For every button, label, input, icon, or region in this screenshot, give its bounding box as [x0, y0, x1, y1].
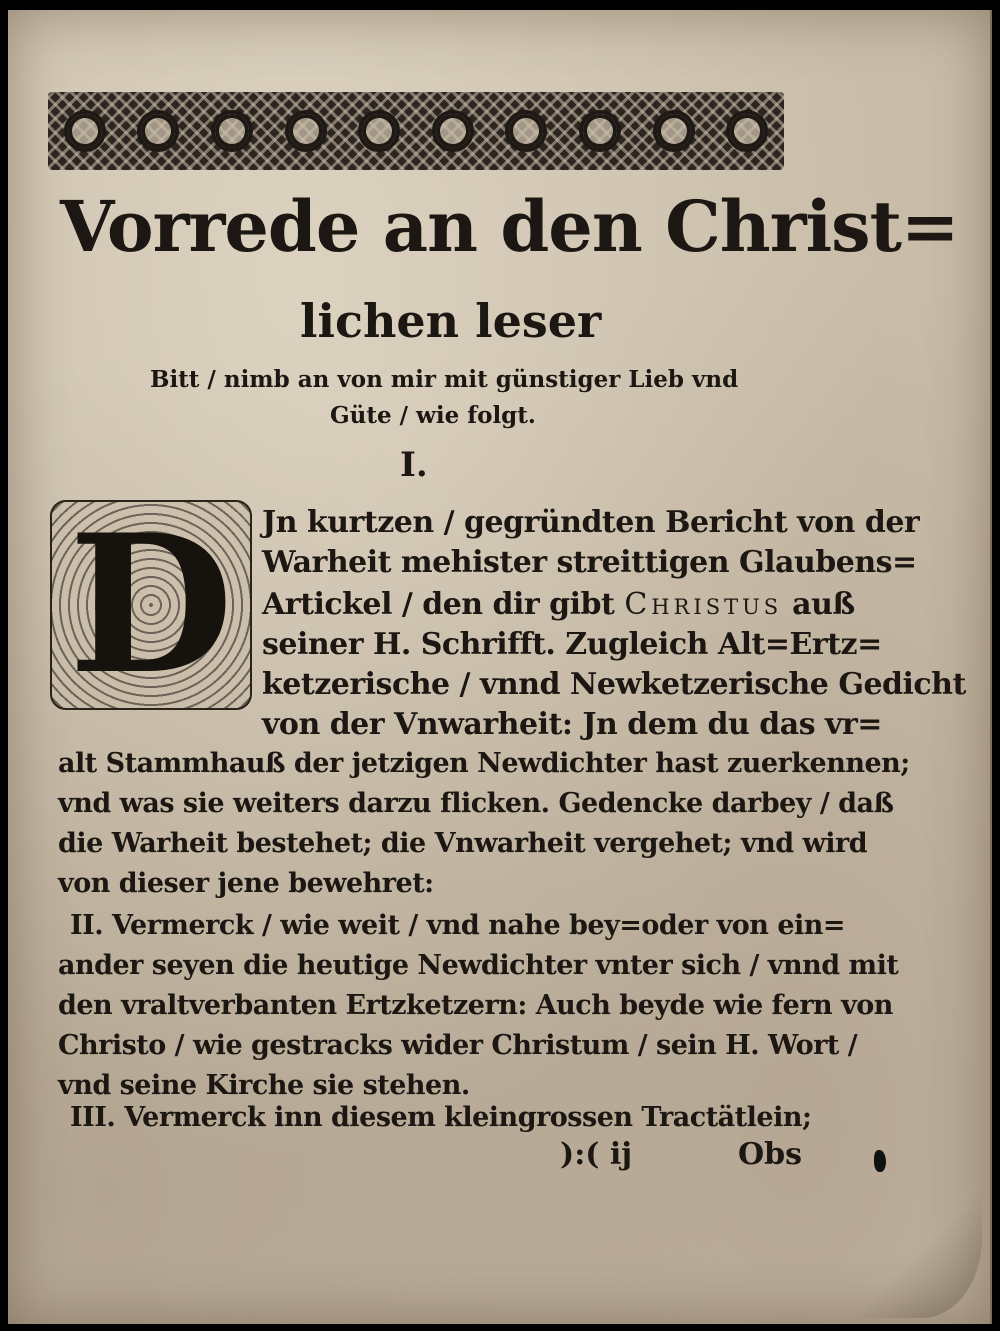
page-curl: [822, 1188, 982, 1318]
text-line-with-christus: [262, 587, 855, 622]
text-line: seiner H. Schrifft. Zugleich Alt=Ertz=: [262, 627, 882, 662]
text-line: von dieser jene bewehret:: [58, 868, 434, 899]
ornament-knot-icon: [64, 110, 106, 152]
text-segment: Artickel / den dir gibt: [262, 587, 615, 622]
text-line: alt Stammhauß der jetzigen Newdichter hast zuerkennen;: [58, 748, 910, 779]
text-line: Christo / wie gestracks wider Christum / sein H. Wort /: [58, 1030, 858, 1061]
text-line: II. Vermerck / wie weit / vnd nahe bey=oder von ein=: [70, 910, 846, 941]
section-number: I.: [400, 445, 428, 485]
page-title-line2: lichen leser: [300, 294, 602, 348]
page-title-line1: Vorrede an den Christ=: [60, 185, 959, 268]
text-line: vnd was sie weiters darzu flicken. Gedencke darbey / daß: [58, 788, 894, 819]
ornament-knot-icon: [505, 110, 547, 152]
catchword: Obs: [738, 1137, 802, 1172]
ornate-dropcap: [50, 500, 252, 710]
ornament-knot-icon: [432, 110, 474, 152]
christus-word: Christus: [624, 587, 783, 622]
subtitle-line2: Güte / wie folgt.: [330, 402, 536, 429]
dropcap-letter: D: [68, 500, 234, 710]
ornament-knot-icon: [137, 110, 179, 152]
text-line: die Warheit bestehet; die Vnwarheit vergehet; vnd wird: [58, 828, 868, 859]
ornament-knot-icon: [726, 110, 768, 152]
signature-mark: ):( ij: [560, 1137, 633, 1172]
ink-blot: [874, 1150, 886, 1172]
subtitle-line1: Bitt / nimb an von mir mit günstiger Lieb vnd: [150, 366, 739, 393]
text-line: von der Vnwarheit: Jn dem du das vr=: [262, 707, 882, 742]
text-line: ketzerische / vnnd Newketzerische Gedicht: [262, 667, 966, 702]
text-line: Warheit mehister streittigen Glaubens=: [262, 545, 917, 580]
decorative-ornament-band: [48, 92, 784, 170]
text-line: III. Vermerck inn diesem kleingrossen Tractätlein;: [70, 1102, 812, 1133]
ornament-knot-icon: [285, 110, 327, 152]
text-segment: auß: [792, 587, 855, 622]
ornament-knot-icon: [579, 110, 621, 152]
ornament-knot-icon: [211, 110, 253, 152]
text-line: ander seyen die heutige Newdichter vnter sich / vnnd mit: [58, 950, 899, 981]
text-line: Jn kurtzen / gegründten Bericht von der: [262, 505, 920, 540]
text-line: vnd seine Kirche sie stehen.: [58, 1070, 470, 1101]
ornament-knot-icon: [358, 110, 400, 152]
text-line: den vraltverbanten Ertzketzern: Auch beyde wie fern von: [58, 990, 893, 1021]
ornament-knot-icon: [653, 110, 695, 152]
